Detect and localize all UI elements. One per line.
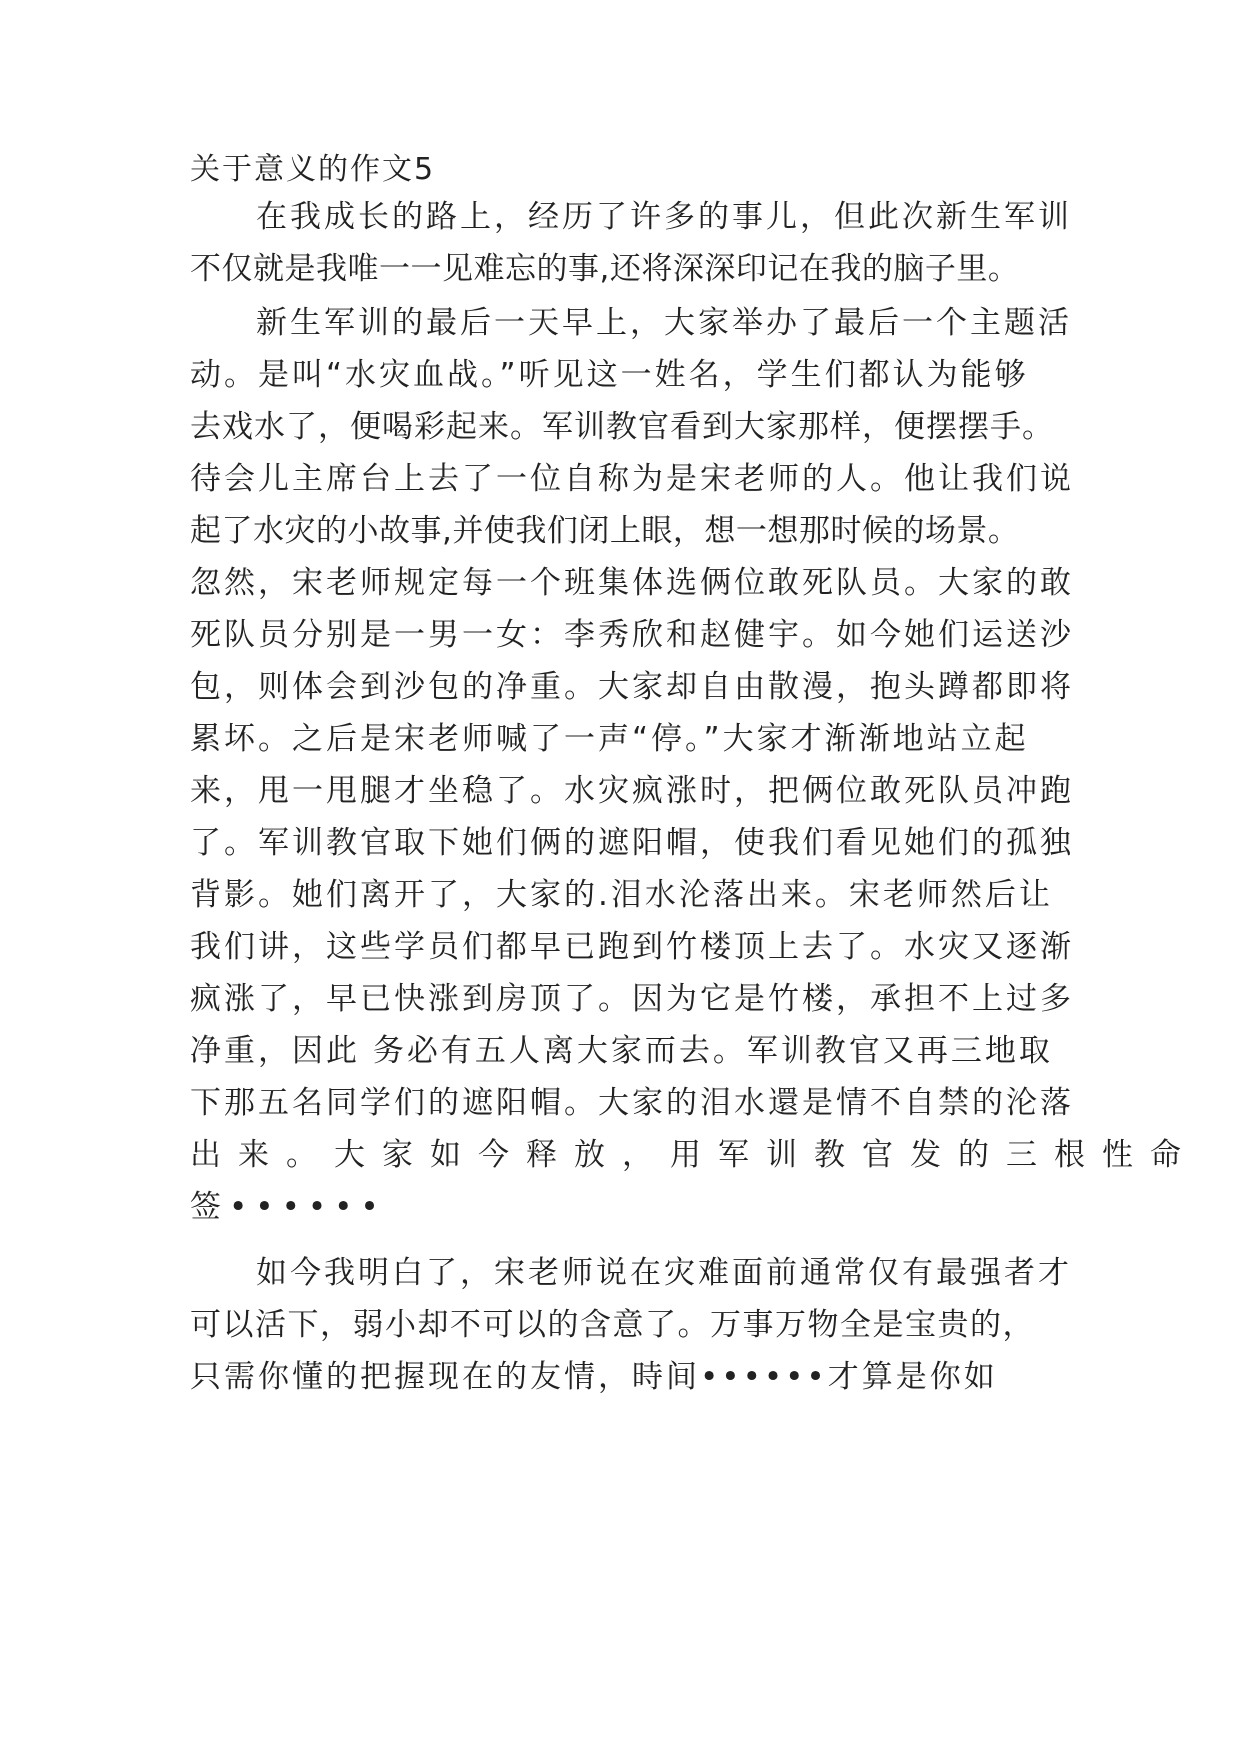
paragraph-line: 我们讲，这些学员们都早已跑到竹楼顶上去了。水灾又逐渐 [190, 929, 1074, 965]
paragraph-line: 忽然，宋老师规定每一个班集体选俩位敢死队员。大家的敢 [190, 565, 1074, 601]
paragraph-line: 出来。大家如今释放，用军训教官发的三根性命 [190, 1137, 1198, 1173]
paragraph-line: 累坏。之后是宋老师喊了一声“停。”大家才渐渐地站立起 [190, 721, 1029, 757]
paragraph-line: 可以活下，弱小却不可以的含意了。万事万物全是宝贵的， [190, 1307, 1035, 1343]
paragraph-line: 待会儿主席台上去了一位自称为是宋老师的人。他让我们说 [190, 461, 1074, 497]
paragraph-line: 签•••••• [190, 1189, 387, 1225]
paragraph-line: 背影。她们离开了，大家的.泪水沦落出来。宋老师然后让 [190, 877, 1053, 913]
paragraph-line: 如今我明白了，宋老师说在灾难面前通常仅有最强者才 [256, 1255, 1072, 1291]
paragraph-line: 动。是叫“水灾血战。”听见这一姓名，学生们都认为能够 [190, 357, 1029, 393]
paragraph-line: 死队员分别是一男一女：李秀欣和赵健宇。如今她们运送沙 [190, 617, 1074, 653]
paragraph-line: 不仅就是我唯一一见难忘的事,还将深深印记在我的脑子里。 [190, 251, 1020, 287]
paragraph-line: 包，则体会到沙包的净重。大家却自由散漫，抱头蹲都即将 [190, 669, 1074, 705]
paragraph-line: 了。军训教官取下她们俩的遮阳帽，使我们看见她们的孤独 [190, 825, 1074, 861]
paragraph-line: 在我成长的路上，经历了许多的事儿，但此次新生军训 [256, 199, 1072, 235]
document-title: 关于意义的作文5 [190, 152, 436, 187]
paragraph-line: 净重，因此 务必有五人离大家而去。军训教官又再三地取 [190, 1033, 1053, 1069]
paragraph-line: 新生军训的最后一天早上，大家举办了最后一个主题活 [256, 305, 1072, 341]
paragraph-line: 来，甩一甩腿才坐稳了。水灾疯涨时，把俩位敢死队员冲跑 [190, 773, 1074, 809]
paragraph-line: 去戏水了，便喝彩起来。军训教官看到大家那样，便摆摆手。 [190, 409, 1054, 445]
paragraph-line: 只需你懂的把握现在的友情，時间••••••才算是你如 [190, 1359, 998, 1395]
paragraph-line: 起了水灾的小故事,并使我们闭上眼，想一想那时候的场景。 [190, 513, 1020, 549]
paragraph-line: 疯涨了，早已快涨到房顶了。因为它是竹楼，承担不上过多 [190, 981, 1074, 1017]
paragraph-line: 下那五名同学们的遮阳帽。大家的泪水還是情不自禁的沦落 [190, 1085, 1074, 1121]
